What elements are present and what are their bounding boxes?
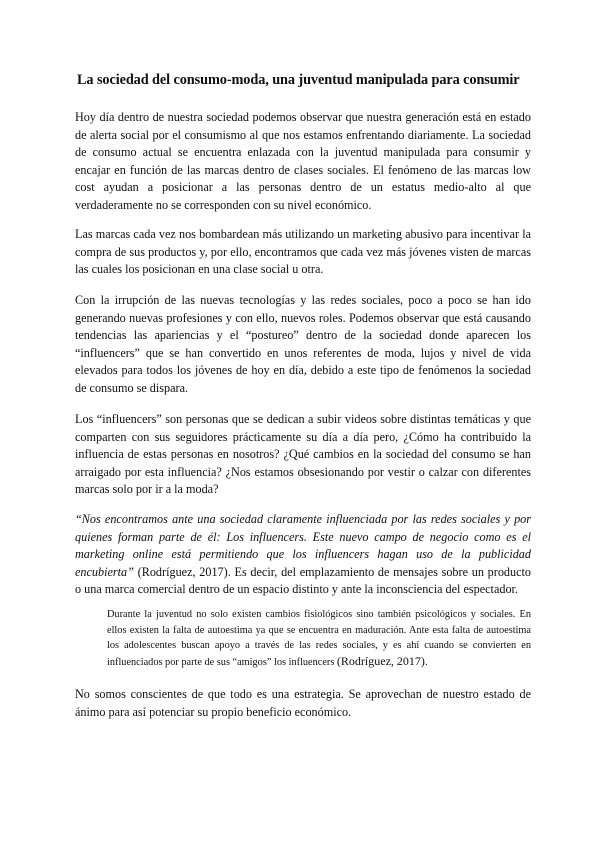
- document-title: La sociedad del consumo-moda, una juventud manipulada para consumir: [77, 72, 520, 88]
- paragraph-conclusion: No somos conscientes de que todo es una estrategia. Se aprovechan de nuestro estado de ánimo para así potenciar su propio beneficio económico.: [75, 687, 531, 719]
- paragraph-influencers-questions: Los “influencers” son personas que se dedican a subir videos sobre distintas temáticas y que comparten con sus seguidores prácticamente su día a día pero, ¿Cómo ha contribuido la influencia de estas personas en nosotros? ¿Qué cambios en la sociedad del consumo se han arraigado por esta influencia? ¿Nos estamos obsesionando por vestir o calzar con diferentes marcas solo por ir a la moda?: [75, 412, 531, 497]
- paragraph-marketing: Las marcas cada vez nos bombardean más utilizando un marketing abusivo para incentivar la compra de sus productos y, por ello, encontramos que cada vez más jóvenes visten de marcas las cuales los posicionan en una clase social u otra.: [75, 227, 531, 277]
- block-quote-citation: (Rodríguez, 2017).: [336, 653, 428, 668]
- paragraph-social-networks: Con la irrupción de las nuevas tecnologías y las redes sociales, poco a poco se han ido generando nuevas profesiones y con ello, nuevos roles. Podemos observar que está causando tendencias las apariencias y el “postureo” dentro de la sociedad donde aparecen los “influencers” que se han convertido en unos referentes de moda, lujos y nivel de vida elevados para todos los jóvenes de hoy en día, debido a este tipo de fenómenos la sociedad de consumo se dispara.: [75, 293, 531, 395]
- block-quote-text: Durante la juventud no solo existen cambios fisiológicos sino también psicológicos y sociales. En ellos existen la falta de autoestima ya que se encuentra en maduración. Ante esta falta de autoestima los adolescentes buscan apoyo a través de las redes sociales, y es ahí cuando se convierten en influenciados por parte de sus “amigos” los influencers: [107, 609, 531, 668]
- paragraph-intro: Hoy día dentro de nuestra sociedad podemos observar que nuestra generación está en estado de alerta social por el consumismo al que nos estamos enfrentando diariamente. La sociedad de consumo actual se encuentra enlazada con la juventud manipulada para consumir y encajar en función de las marcas dentro de clases sociales. El fenómeno de las marcas low cost ayudan a posicionar a las personas dentro de un estatus medio-alto al que verdaderamente no se corresponden con su nivel económico.: [75, 110, 531, 212]
- block-quote: [107, 607, 531, 670]
- inline-quote: “Nos encontramos ante una sociedad claramente influenciada por las redes sociales y por quienes forman parte de él: Los influencers. Este nuevo campo de negocio como es el marketing online está permitiendo que los influencers hagan uso de la publicidad encubierta”: [75, 512, 531, 579]
- quote-explanation: (Rodríguez, 2017). Es decir, del emplazamiento de mensajes sobre un producto o una marca comercial dentro de un espacio distinto y ante la inconsciencia del espectador.: [75, 564, 531, 597]
- paragraph-quote: [75, 511, 531, 599]
